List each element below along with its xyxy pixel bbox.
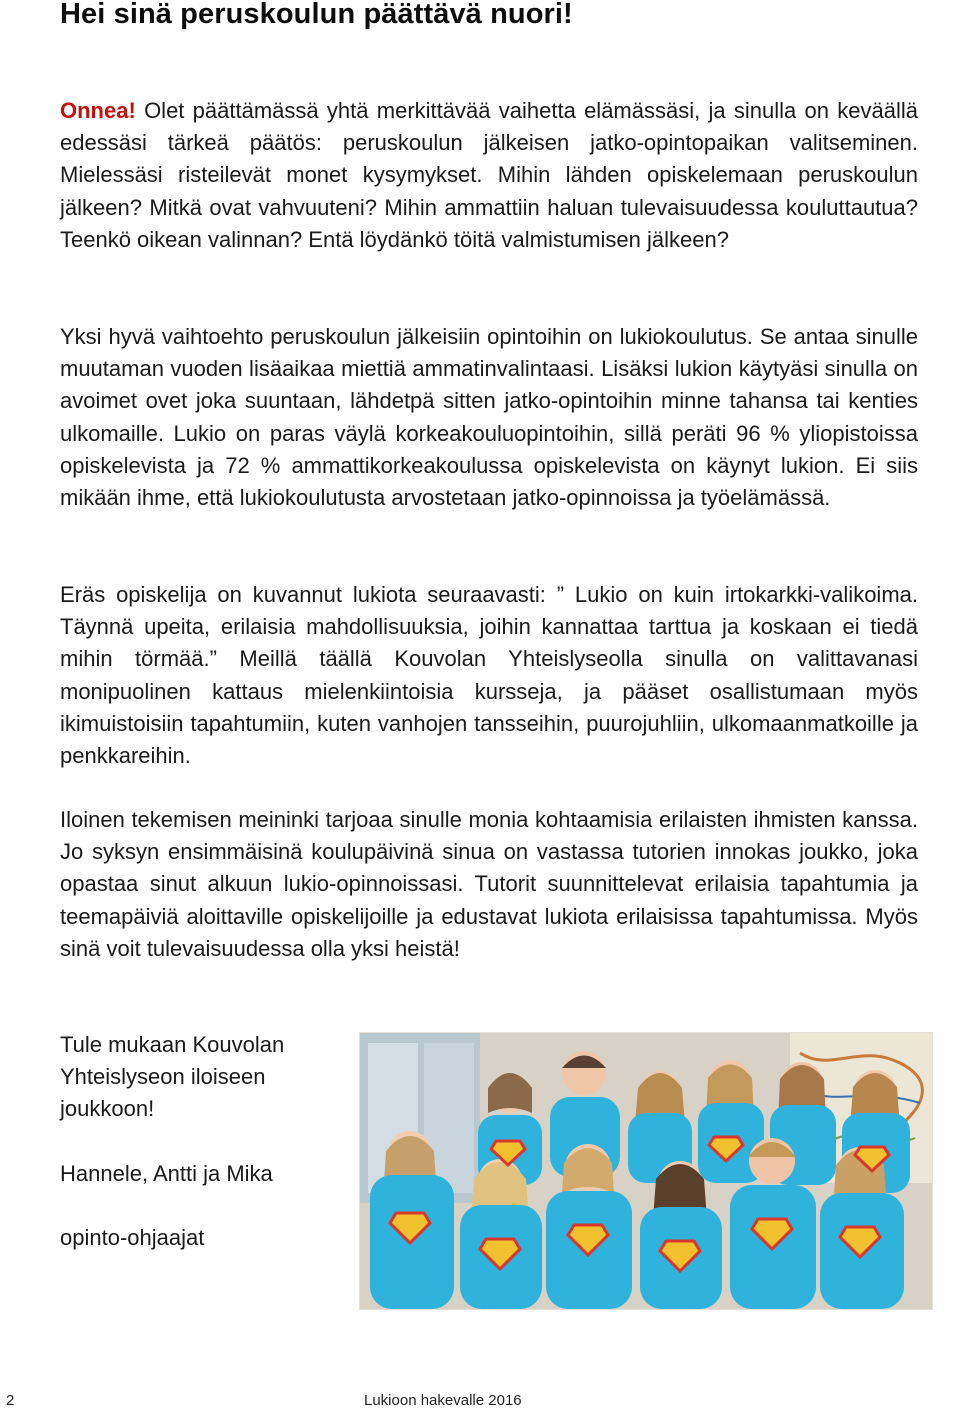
group-photo (360, 1033, 932, 1309)
intro-text: Olet päättämässä yhtä merkittävää vaihetta elämässäsi, ja sinulla on keväällä edessäsi tärkeä päätös: peruskoulun jälkeisen jatko-opintopaikan valitseminen. Mielessäsi risteilevät monet kysymykset. Mihin lähden opiskelemaan peruskoulun jälkeen? Mitkä ovat vahvuuteni? Mihin ammattiin haluan tulevaisuudessa kouluttautua? Teenkö oikean valinnan? Entä löydänkö töitä valmistumisen jälkeen? (60, 98, 918, 252)
paragraph-lukio: Yksi hyvä vaihtoehto peruskoulun jälkeisiin opintoihin on lukiokoulutus. Se antaa sinulle muutaman vuoden lisäaikaa miettiä ammatinvalintaasi. Lisäksi lukion käytyäsi sinulla on avoimet ovet joka suuntaan, lähdetpä sitten jatko-opintoihin minne tahansa tai kenties ulkomaille. Lukio on paras väylä korkeakouluopintoihin, sillä peräti 96 % yliopistoissa opiskelevista ja 72 % ammattikorkeakoulussa opiskelevista on käynyt lukion. Ei siis mikään ihme, että lukiokoulutusta arvostetaan jatko-opinnoissa ja työelämässä. (60, 324, 918, 511)
intro-paragraph (60, 95, 918, 256)
footer-publication: Lukioon hakevalle 2016 (364, 1392, 522, 1409)
congrats-text: Onnea! (60, 98, 136, 123)
page-number: 2 (6, 1392, 15, 1409)
page-title: Hei sinä peruskoulun päättävä nuori! (60, 0, 573, 30)
signature-role: opinto-ohjaajat (60, 1225, 205, 1250)
closing-invite: Tule mukaan Kouvolan Yhteislyseon iloiseen joukkoon! (60, 1032, 285, 1122)
signature: Hannele, Antti ja Mika (60, 1161, 273, 1186)
paragraph-quote: Eräs opiskelija on kuvannut lukiota seuraavasti: ” Lukio on kuin irtokarkki-valikoima. Täynnä upeita, erilaisia mahdollisuuksia, joihin kannattaa tarttua ja koskaan ei tiedä mihin törmää.” Meillä täällä Kouvolan Yhteislyseolla sinulla on valittavanasi monipuolinen kattaus mielenkiintoisia kursseja, ja pääset osallistumaan myös ikimuistoisiin tapahtumiin, kuten vanhojen tansseihin, puurojuhliin, ulkomaanmatkoille ja penkkareihin. (60, 582, 918, 769)
group-photo-illustration (360, 1033, 932, 1309)
paragraph-tutors: Iloinen tekemisen meininki tarjoaa sinulle monia kohtaamisia erilaisten ihmisten kanssa. Jo syksyn ensimmäisinä koulupäivinä sinua on vastassa tutorien innokas joukko, joka opastaa sinut alkuun lukio-opinnoissasi. Tutorit suunnittelevat erilaisia tapahtumia ja teemapäiviä aloittaville opiskelijoille ja edustavat lukiota erilaisissa tapahtumissa. Myös sinä voit tulevaisuudessa olla yksi heistä! (60, 807, 918, 961)
